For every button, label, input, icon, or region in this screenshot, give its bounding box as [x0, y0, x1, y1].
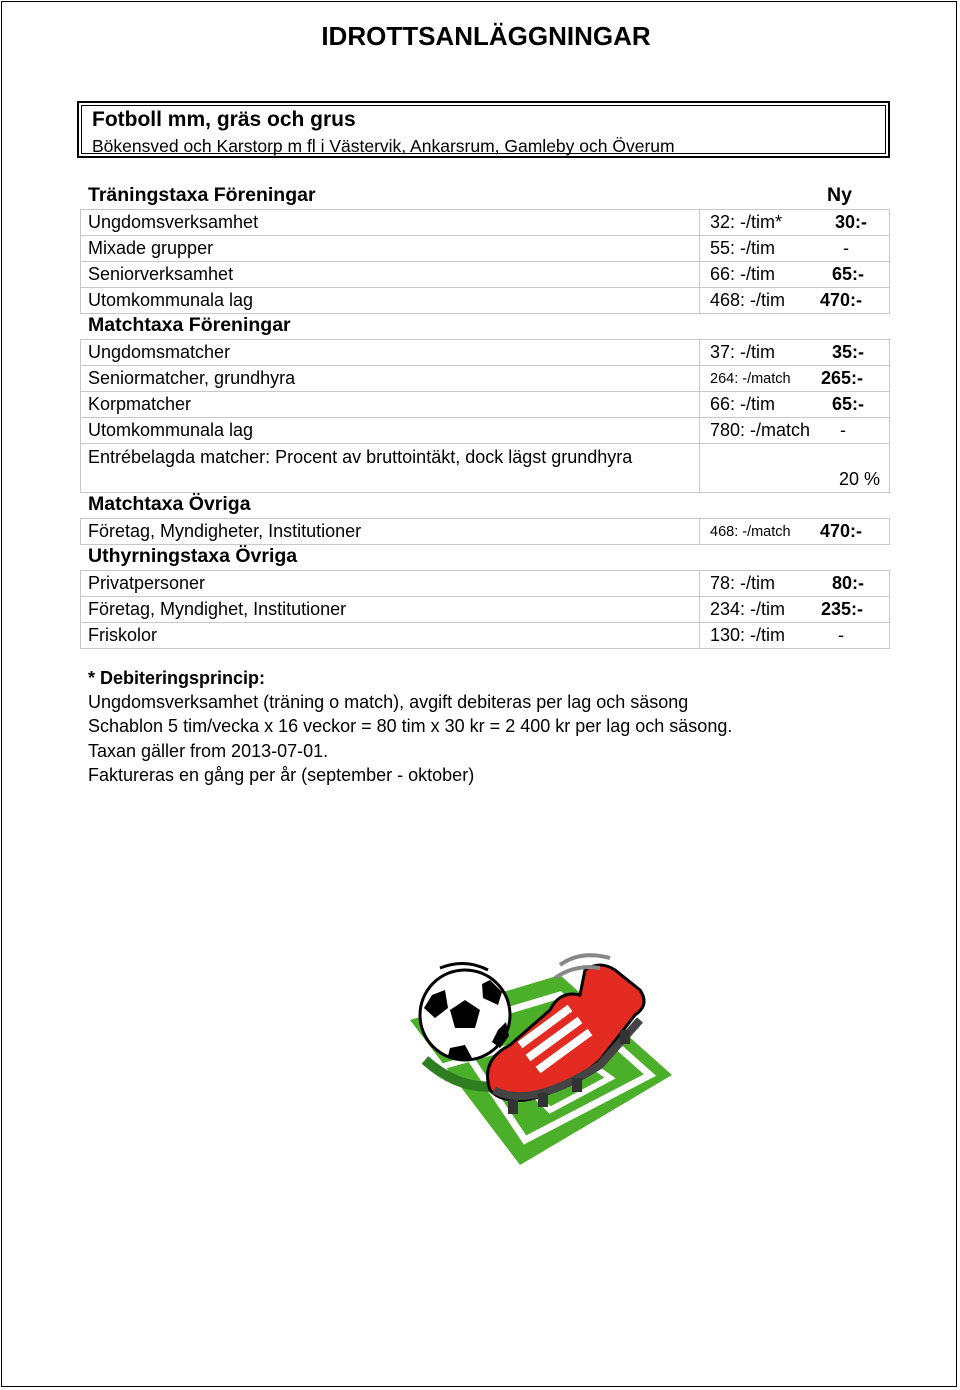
row-old-price: 78: -/tim	[710, 573, 776, 593]
row-new-price: -	[843, 238, 849, 258]
row-new-price: 30:-	[835, 212, 868, 232]
header-box	[77, 101, 890, 158]
row-new-price: 470:-	[820, 290, 863, 310]
soccer-ball-icon	[420, 963, 510, 1060]
header-box-inner	[81, 105, 886, 154]
row-old-price: 55: -/tim	[710, 238, 776, 258]
row-old-price: 66: -/tim	[710, 394, 776, 414]
section-heading-training	[80, 184, 890, 210]
section-heading-label: Uthyrningstaxa Övriga	[88, 545, 298, 567]
row-new-price: 470:-	[820, 521, 863, 541]
row-label: Ungdomsmatcher	[88, 342, 231, 362]
page-title: IDROTTSANLÄGGNINGAR	[321, 21, 651, 51]
header-heading: Fotboll mm, gräs och grus	[92, 108, 356, 131]
new-column-label: Ny	[827, 184, 852, 206]
row-label: Privatpersoner	[88, 573, 206, 593]
header-subheading: Bökensved och Karstorp m fl i Västervik, Ankarsrum, Gamleby och Överum	[92, 136, 675, 156]
table-row-entry	[80, 444, 890, 493]
row-label: Entrébelagda matcher: Procent av bruttointäkt, dock lägst grundhyra	[88, 447, 633, 467]
row-label: Ungdomsverksamhet	[88, 212, 259, 232]
row-old-price: 32: -/tim*	[710, 212, 783, 232]
notes-line: Taxan gäller from 2013-07-01.	[88, 740, 329, 761]
row-old-price: 468: -/match	[710, 524, 791, 540]
table-row	[80, 597, 890, 623]
row-old-price: 264: -/match	[710, 371, 791, 387]
row-label: Företag, Myndigheter, Institutioner	[88, 521, 362, 541]
row-new-price: -	[838, 625, 844, 645]
table-row	[80, 519, 890, 545]
table-row	[80, 623, 890, 649]
section-heading-rental	[80, 545, 890, 571]
row-old-price: 234: -/tim	[710, 599, 786, 619]
row-label: Utomkommunala lag	[88, 290, 254, 310]
table-row	[80, 288, 890, 314]
section-heading-match-other	[80, 493, 890, 519]
football-clipart	[410, 950, 680, 1170]
notes-heading: * Debiteringsprincip:	[88, 668, 266, 688]
table-row	[80, 236, 890, 262]
row-percent-value: 20 %	[838, 469, 880, 489]
row-label: Seniorverksamhet	[88, 264, 234, 284]
billing-notes	[88, 666, 732, 787]
table-row	[80, 262, 890, 288]
table-row	[80, 366, 890, 392]
row-old-price: 468: -/tim	[710, 290, 786, 310]
row-new-price: 65:-	[832, 394, 865, 414]
row-old-price: 37: -/tim	[710, 342, 776, 362]
row-old-price: 66: -/tim	[710, 264, 776, 284]
table-row	[80, 418, 890, 444]
section-heading-label: Matchtaxa Övriga	[88, 493, 251, 515]
notes-line: Schablon 5 tim/vecka x 16 veckor = 80 tim x 30 kr = 2 400 kr per lag och säsong.	[88, 716, 733, 737]
tariff-table	[80, 184, 890, 649]
row-label: Utomkommunala lag	[88, 420, 254, 440]
table-row	[80, 210, 890, 236]
row-label: Seniormatcher, grundhyra	[88, 368, 296, 388]
section-heading-match	[80, 314, 890, 340]
row-new-price: 235:-	[821, 599, 864, 619]
row-label: Mixade grupper	[88, 238, 214, 258]
row-old-price: 130: -/tim	[710, 625, 786, 645]
table-row	[80, 392, 890, 418]
notes-line: Ungdomsverksamhet (träning o match), avgift debiteras per lag och säsong	[88, 692, 689, 713]
row-old-price: 780: -/match	[710, 420, 811, 440]
row-new-price: 35:-	[832, 342, 865, 362]
row-new-price: 265:-	[821, 368, 864, 388]
row-label: Friskolor	[88, 625, 158, 645]
row-new-price: 65:-	[832, 264, 865, 284]
table-row	[80, 571, 890, 597]
section-heading-label: Matchtaxa Föreningar	[88, 314, 291, 336]
row-new-price: 80:-	[832, 573, 865, 593]
section-heading-label: Träningstaxa Föreningar	[88, 184, 316, 206]
row-label: Korpmatcher	[88, 394, 192, 414]
table-row	[80, 340, 890, 366]
row-label: Företag, Myndighet, Institutioner	[88, 599, 347, 619]
notes-line: Faktureras en gång per år (september - oktober)	[88, 764, 475, 785]
row-new-price: -	[840, 420, 846, 440]
